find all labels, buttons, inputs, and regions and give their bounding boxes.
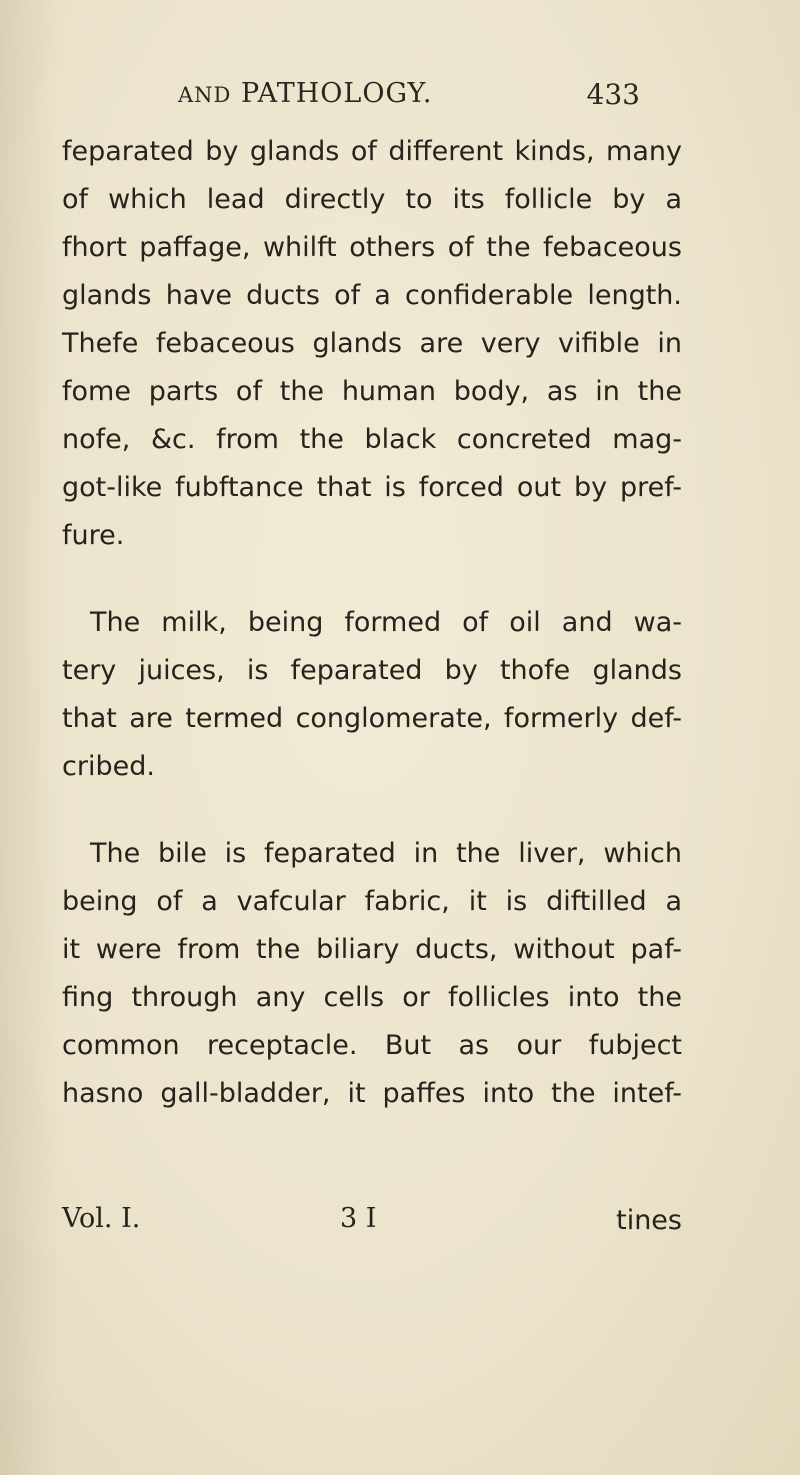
text-line: common receptacle. But as our fubject: [62, 1030, 682, 1061]
text-line: glands have ducts of a confiderable length.: [62, 280, 682, 311]
running-head-prefix: AND: [178, 83, 232, 107]
page-header: [178, 70, 640, 120]
text-line: of which lead directly to its follicle by a: [62, 184, 682, 215]
text-line: got-like fubftance that is forced out by pref-: [62, 472, 682, 503]
paragraph-gap: [62, 791, 682, 830]
text-line: feparated by glands of different kinds, many: [62, 136, 682, 167]
catchword: tines: [616, 1205, 682, 1236]
paragraph-2: [62, 599, 682, 791]
text-line: being of a vafcular fabric, it is diftilled a: [62, 886, 682, 917]
running-head-title: PATHOLOGY.: [240, 78, 433, 109]
text-line: nofe, &c. from the black concreted mag-: [62, 424, 682, 455]
text-line: Thefe febaceous glands are very vifible in: [62, 328, 682, 359]
page-number: 433: [586, 78, 640, 111]
volume-label: Vol. I.: [62, 1203, 141, 1234]
signature-mark: 3 I: [340, 1203, 377, 1234]
body-text: [62, 128, 682, 1118]
text-line: hasno gall-bladder, it paffes into the intef-: [62, 1078, 682, 1109]
paragraph-gap: [62, 560, 682, 599]
paragraph-3: [62, 830, 682, 1118]
page-footer: [62, 1195, 682, 1243]
running-head: [178, 78, 432, 109]
text-line: fome parts of the human body, as in the: [62, 376, 682, 407]
text-line: tery juices, is feparated by thofe glands: [62, 655, 682, 686]
text-line: cribed.: [62, 751, 155, 782]
text-line: fing through any cells or follicles into the: [62, 982, 682, 1013]
text-line: fure.: [62, 520, 125, 551]
text-line: it were from the biliary ducts, without paf-: [62, 934, 682, 965]
paragraph-1: [62, 128, 682, 560]
text-line: The bile is feparated in the liver, which: [90, 838, 682, 869]
text-line: that are termed conglomerate, formerly def-: [62, 703, 682, 734]
text-line: fhort paffage, whilft others of the febaceous: [62, 232, 682, 263]
text-line: The milk, being formed of oil and wa-: [90, 607, 682, 638]
gutter-shadow: [0, 0, 60, 1475]
